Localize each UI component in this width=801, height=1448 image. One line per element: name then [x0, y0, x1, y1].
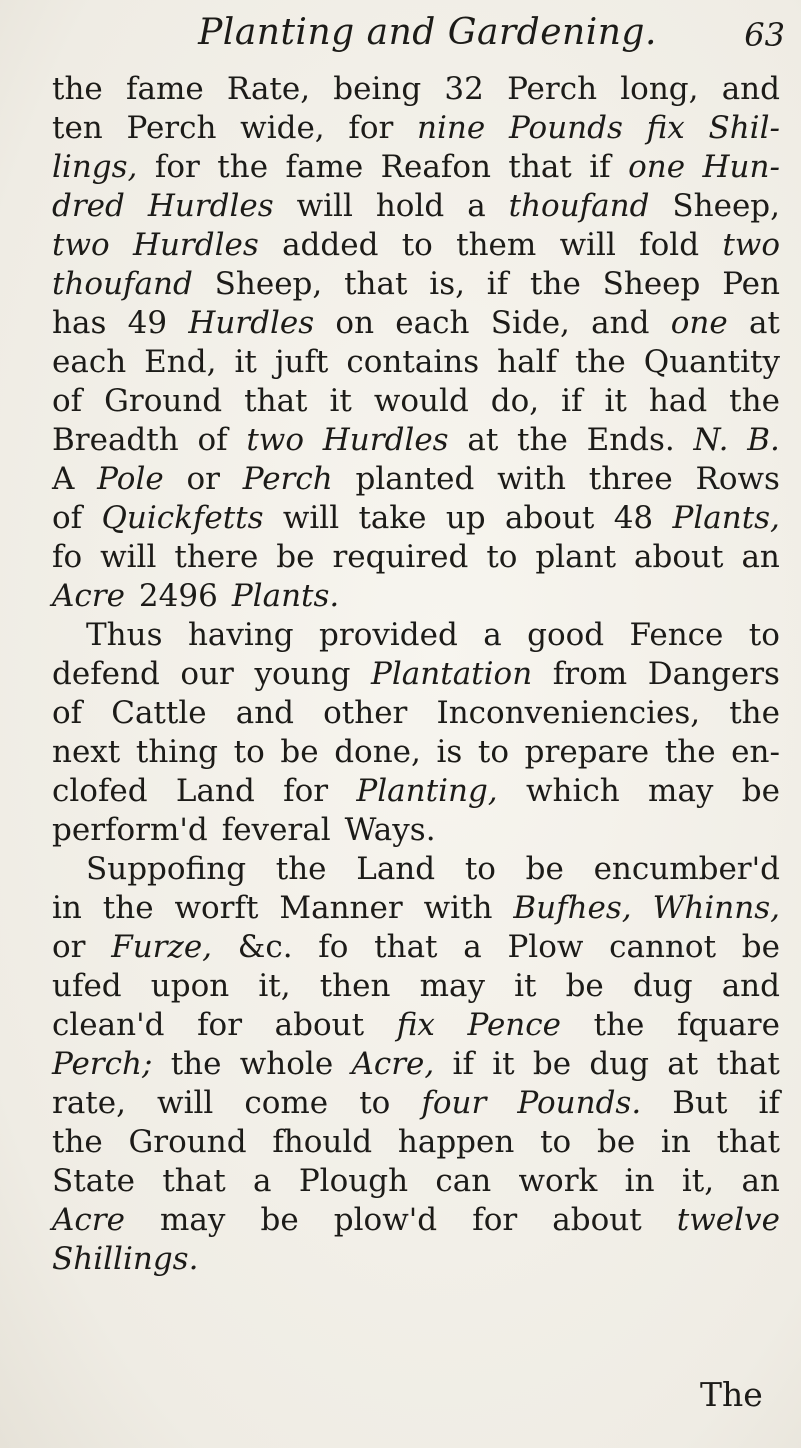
- word: be: [596, 1124, 636, 1160]
- word: cannot: [609, 929, 717, 965]
- word: about: [504, 500, 595, 536]
- word: be: [741, 929, 780, 965]
- word: to: [401, 227, 433, 263]
- word: the: [102, 890, 154, 926]
- word: fix: [646, 110, 685, 146]
- word: State: [52, 1163, 135, 1199]
- word: would: [373, 383, 469, 419]
- text-line: [52, 226, 780, 265]
- word: Ground: [104, 383, 223, 419]
- text-line: [52, 148, 780, 187]
- text-line: [52, 694, 780, 733]
- word: to: [486, 539, 518, 575]
- word: fame: [285, 149, 364, 185]
- word: Plants,: [672, 500, 780, 536]
- word: will: [157, 1085, 214, 1121]
- word: Land: [356, 851, 436, 887]
- word: Rate,: [226, 71, 311, 107]
- word: Ends.: [586, 422, 675, 458]
- word: three: [588, 461, 673, 497]
- word: Shil-: [708, 110, 780, 146]
- word: be: [276, 539, 315, 575]
- word: in: [660, 1124, 691, 1160]
- word: of: [197, 422, 228, 458]
- word: each: [52, 344, 127, 380]
- text-line: [52, 733, 780, 772]
- word: Plow: [507, 929, 584, 965]
- word: clean'd: [52, 1007, 165, 1043]
- word: four: [421, 1085, 487, 1121]
- word: the: [530, 266, 581, 302]
- word: dug: [632, 968, 693, 1004]
- word: is: [436, 734, 463, 770]
- word: the: [593, 1007, 645, 1043]
- word: 2496: [138, 578, 218, 614]
- word: an: [741, 539, 780, 575]
- word: the: [729, 383, 780, 419]
- word: that: [374, 929, 438, 965]
- word: Ways.: [344, 812, 436, 848]
- word: Manner: [279, 890, 403, 926]
- word: contains: [346, 344, 480, 380]
- word: happen: [397, 1124, 515, 1160]
- word: fo: [318, 929, 349, 965]
- word: clofed: [52, 773, 148, 809]
- text-line: [52, 382, 780, 421]
- text-line: [52, 187, 780, 226]
- word: Acre: [52, 578, 125, 614]
- word: ufed: [52, 968, 122, 1004]
- word: 48: [613, 500, 654, 536]
- word: it: [514, 968, 537, 1004]
- word: next: [52, 734, 121, 770]
- word: Plants.: [231, 578, 340, 614]
- word: be: [525, 851, 564, 887]
- word: to: [464, 851, 496, 887]
- word: Fence: [629, 617, 724, 653]
- text-line: [52, 460, 780, 499]
- word: there: [174, 539, 259, 575]
- word: fame: [125, 71, 204, 107]
- word: plant: [535, 539, 617, 575]
- word: done,: [334, 734, 421, 770]
- word: Quickfetts: [101, 500, 264, 536]
- word: up: [445, 500, 486, 536]
- word: hold: [375, 188, 445, 224]
- word: an: [741, 1163, 780, 1199]
- word: long,: [620, 71, 699, 107]
- word: rate,: [52, 1085, 126, 1121]
- word: or: [52, 929, 86, 965]
- word: Plantation: [371, 656, 533, 692]
- word: dred: [52, 188, 125, 224]
- word: may: [419, 968, 485, 1004]
- text-line: [52, 967, 780, 1006]
- word: in: [624, 1163, 655, 1199]
- word: Furze,: [111, 929, 213, 965]
- word: work: [518, 1163, 598, 1199]
- word: Whinns,: [652, 890, 780, 926]
- text-line: [52, 889, 780, 928]
- text-line: [52, 1006, 780, 1045]
- word: Dangers: [647, 656, 780, 692]
- word: them: [456, 227, 537, 263]
- word: and: [721, 71, 780, 107]
- text-line: [52, 616, 780, 655]
- word: fquare: [677, 1007, 780, 1043]
- word: if: [561, 383, 583, 419]
- word: if: [486, 266, 509, 302]
- word: or: [186, 461, 220, 497]
- word: Shillings.: [52, 1241, 199, 1277]
- word: whole: [239, 1046, 334, 1082]
- word: Acre,: [351, 1046, 435, 1082]
- word: having: [187, 617, 294, 653]
- word: for: [283, 773, 329, 809]
- word: and: [591, 305, 650, 341]
- word: may: [160, 1202, 226, 1238]
- word: Cattle: [111, 695, 207, 731]
- word: and: [235, 695, 295, 731]
- word: if: [452, 1046, 474, 1082]
- text-line: [52, 928, 780, 967]
- word: it: [234, 344, 257, 380]
- word: will: [282, 500, 340, 536]
- word: to: [477, 734, 510, 770]
- word: Hurdles: [322, 422, 449, 458]
- word: it: [492, 1046, 515, 1082]
- word: the: [275, 851, 327, 887]
- text-line: [52, 304, 780, 343]
- word: fix: [396, 1007, 435, 1043]
- text-line: [52, 499, 780, 538]
- word: Hun-: [702, 149, 780, 185]
- word: Hurdles: [188, 305, 315, 341]
- word: upon: [150, 968, 230, 1004]
- word: Land: [175, 773, 255, 809]
- word: B.: [747, 422, 780, 458]
- word: Pence: [467, 1007, 561, 1043]
- word: that: [716, 1124, 780, 1160]
- word: for: [348, 110, 394, 146]
- word: will: [559, 227, 616, 263]
- word: come: [244, 1085, 329, 1121]
- word: one: [628, 149, 686, 185]
- text-line: [52, 1240, 780, 1279]
- word: planted: [355, 461, 475, 497]
- word: Perch: [242, 461, 333, 497]
- word: the: [52, 1124, 103, 1160]
- word: of: [52, 695, 83, 731]
- word: en-: [731, 734, 780, 770]
- word: Thus: [86, 617, 163, 653]
- word: encumber'd: [593, 851, 780, 887]
- text-line: [52, 850, 780, 889]
- word: Breadth: [52, 422, 179, 458]
- word: from: [552, 656, 628, 692]
- word: for: [154, 149, 200, 185]
- word: Sheep,: [214, 266, 323, 302]
- word: on: [335, 305, 375, 341]
- word: Sheep,: [672, 188, 780, 224]
- word: Pounds.: [517, 1085, 642, 1121]
- word: Inconveniencies,: [436, 695, 701, 731]
- word: nine: [417, 110, 486, 146]
- word: juft: [274, 344, 329, 380]
- word: will: [296, 188, 353, 224]
- word: Bufhes,: [513, 890, 632, 926]
- word: one: [670, 305, 728, 341]
- word: Pole: [97, 461, 164, 497]
- word: the: [575, 344, 626, 380]
- word: feveral: [221, 812, 331, 848]
- text-line: [52, 655, 780, 694]
- text-line: [52, 1201, 780, 1240]
- word: each: [395, 305, 470, 341]
- word: the: [517, 422, 568, 458]
- word: it: [604, 383, 627, 419]
- word: two: [52, 227, 110, 263]
- word: that: [244, 383, 308, 419]
- word: that: [716, 1046, 780, 1082]
- word: Perch: [507, 71, 598, 107]
- word: fo: [52, 539, 83, 575]
- word: in: [52, 890, 82, 926]
- word: Sheep: [602, 266, 701, 302]
- word: young: [254, 656, 351, 692]
- word: two: [722, 227, 780, 263]
- word: be: [260, 1202, 299, 1238]
- word: thoufand: [508, 188, 650, 224]
- word: be: [280, 734, 319, 770]
- word: to: [359, 1085, 391, 1121]
- text-line: [52, 70, 780, 109]
- word: to: [540, 1124, 572, 1160]
- text-line: [52, 1162, 780, 1201]
- word: fold: [639, 227, 700, 263]
- word: Reafon: [380, 149, 491, 185]
- word: to: [748, 617, 780, 653]
- word: about: [634, 539, 724, 575]
- word: will: [100, 539, 157, 575]
- word: Ground: [128, 1124, 247, 1160]
- text-line: [52, 577, 780, 616]
- word: other: [323, 695, 408, 731]
- word: a: [483, 617, 502, 653]
- word: End,: [144, 344, 217, 380]
- word: plow'd: [333, 1202, 438, 1238]
- word: a: [467, 188, 486, 224]
- catchword: The: [700, 1375, 763, 1414]
- word: half: [497, 344, 557, 380]
- word: at: [748, 305, 780, 341]
- word: perform'd: [52, 812, 208, 848]
- word: do,: [490, 383, 540, 419]
- word: Pounds: [508, 110, 623, 146]
- text-line: [52, 343, 780, 382]
- word: then: [319, 968, 391, 1004]
- word: at: [667, 1046, 699, 1082]
- text-line: [52, 421, 780, 460]
- word: it,: [258, 968, 291, 1004]
- word: a: [253, 1163, 272, 1199]
- word: But: [672, 1085, 728, 1121]
- word: Hurdles: [147, 188, 274, 224]
- word: lings,: [52, 149, 138, 185]
- word: at: [467, 422, 499, 458]
- word: our: [180, 656, 234, 692]
- word: dug: [589, 1046, 649, 1082]
- word: Acre: [52, 1202, 125, 1238]
- word: worft: [174, 890, 259, 926]
- word: twelve: [676, 1202, 780, 1238]
- word: it: [329, 383, 352, 419]
- word: with: [497, 461, 567, 497]
- word: ten: [52, 110, 103, 146]
- word: be: [741, 773, 780, 809]
- word: about: [274, 1007, 365, 1043]
- word: that: [344, 266, 408, 302]
- word: about: [552, 1202, 642, 1238]
- text-line: [52, 1123, 780, 1162]
- word: has: [52, 305, 107, 341]
- word: of: [52, 383, 83, 419]
- word: for: [197, 1007, 243, 1043]
- text-line: [52, 1084, 780, 1123]
- word: 32: [444, 71, 484, 107]
- word: to: [233, 734, 265, 770]
- word: the: [729, 695, 780, 731]
- word: 49: [127, 305, 168, 341]
- word: good: [527, 617, 605, 653]
- word: the: [170, 1046, 222, 1082]
- word: the: [664, 734, 716, 770]
- word: thoufand: [52, 266, 193, 302]
- word: Quantity: [643, 344, 780, 380]
- word: be: [565, 968, 604, 1004]
- text-line: [52, 109, 780, 148]
- word: may: [648, 773, 714, 809]
- word: and: [721, 968, 780, 1004]
- word: added: [282, 227, 379, 263]
- word: N.: [693, 422, 729, 458]
- text-line: [52, 1045, 780, 1084]
- word: Perch: [126, 110, 217, 146]
- word: two: [246, 422, 304, 458]
- word: which: [525, 773, 620, 809]
- word: prepare: [524, 734, 650, 770]
- word: it,: [681, 1163, 715, 1199]
- word: fhould: [272, 1124, 373, 1160]
- word: Planting,: [356, 773, 498, 809]
- word: with: [423, 890, 493, 926]
- page-header: [70, 12, 785, 72]
- word: being: [333, 71, 422, 107]
- word: that: [508, 149, 572, 185]
- word: provided: [319, 617, 458, 653]
- word: Hurdles: [132, 227, 259, 263]
- word: can: [435, 1163, 492, 1199]
- text-line: [52, 772, 780, 811]
- word: take: [358, 500, 427, 536]
- word: the: [217, 149, 269, 185]
- word: Plough: [298, 1163, 409, 1199]
- word: Side,: [490, 305, 570, 341]
- word: defend: [52, 656, 160, 692]
- text-line: [52, 538, 780, 577]
- word: had: [648, 383, 708, 419]
- word: Suppofing: [86, 851, 247, 887]
- word: thing: [135, 734, 219, 770]
- text-line: [52, 811, 780, 850]
- word: Perch;: [52, 1046, 153, 1082]
- word: Pen: [722, 266, 780, 302]
- body-text: [52, 70, 780, 1279]
- word: for: [472, 1202, 518, 1238]
- word: the: [52, 71, 103, 107]
- word: be: [532, 1046, 572, 1082]
- word: that: [162, 1163, 226, 1199]
- running-title: Planting and Gardening.: [198, 12, 657, 53]
- word: A: [52, 461, 75, 497]
- page-number: 63: [744, 16, 785, 54]
- word: is,: [429, 266, 465, 302]
- word: Rows: [695, 461, 780, 497]
- word: &c.: [237, 929, 293, 965]
- word: wide,: [240, 110, 325, 146]
- word: if: [758, 1085, 780, 1121]
- word: if: [589, 149, 611, 185]
- word: a: [463, 929, 482, 965]
- text-line: [52, 265, 780, 304]
- word: of: [52, 500, 83, 536]
- word: required: [332, 539, 469, 575]
